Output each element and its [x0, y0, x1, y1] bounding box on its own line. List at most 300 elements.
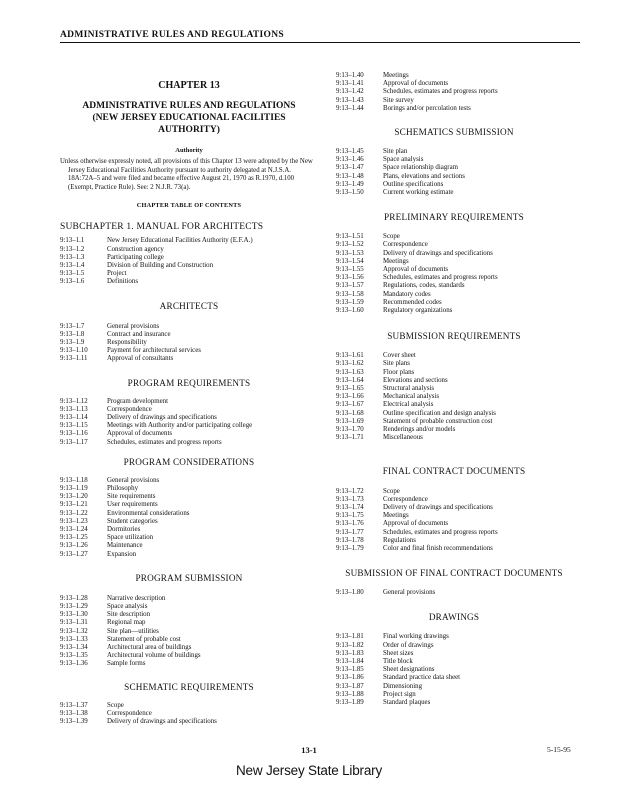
section-title: Outline specifications	[383, 180, 444, 188]
section-title: Mandatory codes	[383, 290, 431, 298]
toc-entry	[336, 88, 572, 96]
section-number: 9:13–1.47	[336, 164, 364, 172]
library-stamp: New Jersey State Library	[235, 763, 382, 778]
section-heading: SCHEMATIC REQUIREMENTS	[124, 681, 254, 692]
section-title: Approval of documents	[383, 80, 449, 88]
section-title: Meetings with Authority and/or participating college	[107, 422, 253, 430]
toc-entry	[336, 258, 572, 266]
toc-entry	[60, 323, 318, 331]
toc-entry	[60, 628, 318, 636]
subchapter-heading: SUBCHAPTER 1. MANUAL FOR ARCHITECTS	[60, 222, 264, 233]
section-heading: SUBMISSION OF FINAL CONTRACT DOCUMENTS	[345, 568, 563, 579]
chapter-title-line: AUTHORITY)	[158, 125, 220, 135]
section-number: 9:13–1.88	[336, 690, 364, 698]
toc-entry	[60, 501, 318, 509]
section-title: Electrical analysis	[383, 401, 434, 409]
toc-entry	[336, 496, 572, 504]
section-title: Environmental considerations	[107, 509, 190, 517]
section-title: Site description	[107, 611, 151, 619]
toc-entry	[60, 636, 318, 644]
section-title: General provisions	[107, 476, 160, 484]
section-number: 9:13–1.74	[336, 503, 364, 511]
section-title: Regional map	[107, 619, 146, 627]
section-title: Sheet sizes	[383, 649, 414, 657]
section-title: General provisions	[383, 589, 436, 597]
section-title: Miscellaneous	[383, 434, 423, 442]
section-title: Schedules, estimates and progress reports	[107, 438, 222, 446]
toc-list	[60, 323, 318, 364]
section-number: 9:13–1.66	[336, 393, 364, 401]
section-number: 9:13–1.81	[336, 633, 364, 641]
chapter-title	[60, 100, 318, 136]
section-number: 9:13–1.61	[336, 352, 364, 360]
section-title: Statement of probable construction cost	[383, 417, 493, 425]
section-title: Sample forms	[107, 660, 146, 668]
section-number: 9:13–1.73	[336, 495, 364, 503]
section-number: 9:13–1.83	[336, 649, 364, 657]
toc-entry	[60, 595, 318, 603]
section-title: Contract and insurance	[107, 330, 171, 338]
section-number: 9:13–1.35	[60, 652, 88, 660]
section-title: Meetings	[383, 257, 409, 265]
toc-entry	[60, 534, 318, 542]
toc-entry	[60, 718, 318, 726]
toc-entry	[60, 542, 318, 550]
section-number: 9:13–1.22	[60, 509, 88, 517]
toc-entry	[336, 189, 572, 197]
section-heading: PROGRAM CONSIDERATIONS	[123, 456, 255, 467]
section-number: 9:13–1.20	[60, 493, 88, 501]
section-title: Renderings and/or models	[383, 426, 456, 434]
section-number: 9:13–1.85	[336, 666, 364, 674]
section-number: 9:13–1.5	[60, 270, 85, 278]
section-number: 9:13–1.38	[60, 709, 88, 717]
section-number: 9:13–1.55	[336, 266, 364, 274]
chapter-title-line: (NEW JERSEY EDUCATIONAL FACILITIES	[92, 113, 286, 123]
toc-entry	[60, 414, 318, 422]
toc-entry	[60, 347, 318, 355]
section-number: 9:13–1.2	[60, 245, 85, 253]
section-number: 9:13–1.23	[60, 517, 88, 525]
toc-entry	[60, 493, 318, 501]
right-column	[336, 72, 572, 707]
left-sections	[60, 237, 318, 726]
toc-list	[336, 72, 572, 113]
authority-heading: Authority	[175, 147, 203, 154]
toc-entry	[336, 520, 572, 528]
toc-entry	[336, 512, 572, 520]
toc-entry	[60, 339, 318, 347]
toc-entry	[336, 148, 572, 156]
section-number: 9:13–1.34	[60, 644, 88, 652]
toc-entry	[336, 393, 572, 401]
section-title: Color and final finish recommendations	[383, 544, 493, 552]
section-number: 9:13–1.15	[60, 422, 88, 430]
section-number: 9:13–1.40	[336, 72, 364, 79]
section-number: 9:13–1.17	[60, 438, 88, 446]
toc-entry	[336, 650, 572, 658]
section-number: 9:13–1.67	[336, 401, 364, 409]
toc-entry	[336, 241, 572, 249]
section-title: Title block	[383, 657, 413, 665]
section-number: 9:13–1.32	[60, 627, 88, 635]
section-title: Elevations and sections	[383, 376, 448, 384]
toc-entry	[60, 702, 318, 710]
section-number: 9:13–1.58	[336, 290, 364, 298]
toc-entry	[336, 181, 572, 189]
toc-entry	[60, 439, 318, 447]
toc-list	[336, 589, 572, 597]
section-title: Outline specification and design analysis	[383, 409, 496, 417]
section-title: Regulations, codes, standards	[383, 282, 465, 290]
section-number: 9:13–1.8	[60, 330, 85, 338]
toc-entry	[336, 233, 572, 241]
toc-entry	[60, 278, 318, 286]
toc-entry	[336, 307, 572, 315]
section-number: 9:13–1.51	[336, 233, 364, 241]
section-number: 9:13–1.71	[336, 434, 364, 442]
toc-entry	[60, 644, 318, 652]
section-title: Site requirements	[107, 493, 156, 501]
section-title: Standard plaques	[383, 698, 431, 706]
section-title: Recommended codes	[383, 298, 442, 306]
toc-entry	[60, 710, 318, 718]
section-title: Schedules, estimates and progress reports	[383, 274, 498, 282]
section-number: 9:13–1.3	[60, 253, 85, 261]
section-number: 9:13–1.41	[336, 80, 364, 88]
section-title: Correspondence	[107, 709, 152, 717]
toc-entry	[60, 619, 318, 627]
toc-entry	[336, 266, 572, 274]
running-head: ADMINISTRATIVE RULES AND REGULATIONS	[60, 30, 580, 43]
section-title: Schedules, estimates and progress reports	[383, 88, 498, 96]
right-sections	[336, 72, 572, 707]
toc-entry	[60, 660, 318, 668]
toc-list	[336, 633, 572, 707]
toc-entry	[336, 666, 572, 674]
section-number: 9:13–1.89	[336, 698, 364, 706]
section-number: 9:13–1.46	[336, 156, 364, 164]
toc-list	[336, 352, 572, 442]
page-number: 13-1	[301, 745, 317, 755]
section-number: 9:13–1.78	[336, 536, 364, 544]
section-number: 9:13–1.27	[60, 550, 88, 558]
toc-entry	[336, 699, 572, 707]
toc-entry	[336, 642, 572, 650]
section-title: Division of Building and Construction	[107, 261, 214, 269]
toc-entry	[336, 377, 572, 385]
section-title: Statement of probable cost	[107, 635, 181, 643]
section-title: Scope	[107, 701, 124, 709]
toc-entry	[60, 254, 318, 262]
toc-entry	[336, 352, 572, 360]
section-number: 9:13–1.76	[336, 520, 364, 528]
toc-entry	[60, 611, 318, 619]
section-title: Plans, elevations and sections	[383, 172, 465, 180]
section-title: Delivery of drawings and specifications	[107, 414, 217, 422]
section-number: 9:13–1.43	[336, 96, 364, 104]
section-title: Architectural area of buildings	[107, 644, 192, 652]
toc-entry	[60, 331, 318, 339]
authority-text: Unless otherwise expressly noted, all provisions of this Chapter 13 were adopted by the New Jersey Educational Facilities Authority pursuant to authority delegated at N.J.S.A. 18A:72A–5 and were filed and became effective August 21, 1970 as R.1970, d.100 (Exempt, Practice Rule). See: 2 N.J.R. 73(a).	[60, 158, 313, 191]
section-number: 9:13–1.64	[336, 376, 364, 384]
toc-entry	[336, 274, 572, 282]
toc-entry	[336, 589, 572, 597]
toc-entry	[60, 246, 318, 254]
section-number: 9:13–1.53	[336, 249, 364, 257]
section-number: 9:13–1.33	[60, 635, 88, 643]
chapter-number: CHAPTER 13	[158, 80, 220, 91]
toc-entry	[336, 291, 572, 299]
section-number: 9:13–1.60	[336, 307, 364, 315]
section-number: 9:13–1.82	[336, 641, 364, 649]
toc-entry	[60, 510, 318, 518]
section-title: Delivery of drawings and specifications	[383, 249, 493, 257]
section-title: Construction agency	[107, 245, 164, 253]
section-number: 9:13–1.57	[336, 282, 364, 290]
toc-entry	[336, 691, 572, 699]
section-number: 9:13–1.63	[336, 368, 364, 376]
section-number: 9:13–1.49	[336, 180, 364, 188]
toc-entry	[336, 97, 572, 105]
section-title: Order of drawings	[383, 641, 434, 649]
toc-list	[336, 488, 572, 554]
section-number: 9:13–1.87	[336, 682, 364, 690]
section-title: Correspondence	[383, 241, 428, 249]
toc-list	[60, 702, 318, 727]
section-title: Delivery of drawings and specifications	[107, 718, 217, 726]
section-number: 9:13–1.13	[60, 405, 88, 413]
section-number: 9:13–1.16	[60, 430, 88, 438]
section-number: 9:13–1.28	[60, 594, 88, 602]
section-title: Borings and/or percolation tests	[383, 104, 471, 112]
section-heading: SUBMISSION REQUIREMENTS	[387, 331, 521, 342]
section-number: 9:13–1.39	[60, 718, 88, 726]
toc-entry	[336, 299, 572, 307]
toc-entry	[60, 355, 318, 363]
section-title: User requirements	[107, 501, 158, 509]
section-number: 9:13–1.42	[336, 88, 364, 96]
toc-entry	[336, 658, 572, 666]
section-title: Space utilization	[107, 534, 154, 542]
section-heading: FINAL CONTRACT DOCUMENTS	[382, 465, 526, 476]
section-title: Mechanical analysis	[383, 393, 440, 401]
section-title: Structural analysis	[383, 385, 435, 393]
section-number: 9:13–1.6	[60, 278, 85, 286]
toc-entry	[336, 683, 572, 691]
section-title: Site plan	[383, 148, 408, 156]
toc-list	[60, 477, 318, 559]
toc-entry	[336, 105, 572, 113]
toc-entry	[60, 526, 318, 534]
toc-entry	[60, 485, 318, 493]
toc-list	[60, 595, 318, 669]
section-title: General provisions	[107, 322, 160, 330]
section-number: 9:13–1.70	[336, 426, 364, 434]
section-title: Dimensioning	[383, 682, 423, 690]
toc-list	[60, 237, 318, 286]
section-number: 9:13–1.19	[60, 485, 88, 493]
toc-list	[336, 148, 572, 197]
section-title: Definitions	[107, 278, 139, 286]
toc-entry	[336, 410, 572, 418]
section-title: Site plans	[383, 360, 410, 368]
section-title: Expansion	[107, 550, 137, 558]
toc-entry	[60, 237, 318, 245]
section-number: 9:13–1.37	[60, 701, 88, 709]
section-title: Student categories	[107, 517, 158, 525]
section-number: 9:13–1.29	[60, 603, 88, 611]
toc-entry	[60, 430, 318, 438]
toc-entry	[336, 545, 572, 553]
toc-entry	[336, 80, 572, 88]
section-heading: ARCHITECTS	[159, 300, 219, 311]
section-number: 9:13–1.68	[336, 409, 364, 417]
section-heading: SCHEMATICS SUBMISSION	[394, 127, 514, 138]
toc-entry	[336, 164, 572, 172]
toc-entry	[60, 652, 318, 660]
toc-entry	[336, 418, 572, 426]
section-number: 9:13–1.75	[336, 512, 364, 520]
section-title: Responsibility	[107, 339, 147, 346]
section-title: Correspondence	[383, 495, 428, 503]
toc-entry	[336, 282, 572, 290]
toc-title: CHAPTER TABLE OF CONTENTS	[136, 202, 242, 210]
section-title: Architectural volume of buildings	[107, 652, 201, 660]
section-number: 9:13–1.24	[60, 526, 88, 534]
section-number: 9:13–1.77	[336, 528, 364, 536]
section-number: 9:13–1.48	[336, 172, 364, 180]
toc-entry	[60, 603, 318, 611]
section-number: 9:13–1.50	[336, 189, 364, 197]
section-number: 9:13–1.7	[60, 322, 85, 330]
left-column	[60, 72, 318, 726]
section-title: Meetings	[383, 72, 409, 79]
toc-entry	[336, 537, 572, 545]
toc-entry	[336, 426, 572, 434]
section-title: Standard practice data sheet	[383, 674, 461, 682]
section-title: Philosophy	[107, 485, 139, 493]
toc-entry	[60, 518, 318, 526]
toc-list	[336, 233, 572, 315]
section-number: 9:13–1.65	[336, 385, 364, 393]
section-number: 9:13–1.69	[336, 417, 364, 425]
section-number: 9:13–1.18	[60, 476, 88, 484]
toc-entry	[336, 488, 572, 496]
section-title: Regulations	[383, 536, 416, 544]
toc-entry	[336, 360, 572, 368]
section-title: Approval of documents	[107, 430, 173, 438]
section-number: 9:13–1.10	[60, 347, 88, 355]
toc-entry	[336, 633, 572, 641]
toc-entry	[60, 270, 318, 278]
toc-entry	[336, 385, 572, 393]
section-number: 9:13–1.52	[336, 241, 364, 249]
toc-entry	[336, 434, 572, 442]
section-title: Floor plans	[383, 368, 415, 376]
section-number: 9:13–1.30	[60, 611, 88, 619]
section-title: Final working drawings	[383, 633, 449, 641]
section-title: Site survey	[383, 96, 414, 104]
section-title: Approval of documents	[383, 266, 449, 274]
section-title: Program development	[107, 397, 169, 405]
section-title: Current working estimate	[383, 189, 454, 197]
section-number: 9:13–1.62	[336, 360, 364, 368]
section-number: 9:13–1.56	[336, 274, 364, 282]
toc-entry	[336, 156, 572, 164]
toc-list	[60, 398, 318, 447]
section-title: Meetings	[383, 512, 409, 520]
toc-entry	[336, 250, 572, 258]
section-number: 9:13–1.72	[336, 487, 364, 495]
section-title: Project sign	[383, 690, 416, 698]
toc-entry	[60, 422, 318, 430]
section-number: 9:13–1.31	[60, 619, 88, 627]
toc-entry	[336, 401, 572, 409]
section-title: Space analysis	[383, 156, 424, 164]
section-number: 9:13–1.86	[336, 674, 364, 682]
toc-entry	[60, 551, 318, 559]
section-title: Approval of documents	[383, 520, 449, 528]
section-number: 9:13–1.9	[60, 339, 85, 346]
section-number: 9:13–1.11	[60, 355, 88, 363]
section-title: Participating college	[107, 253, 164, 261]
section-title: Correspondence	[107, 405, 152, 413]
section-number: 9:13–1.59	[336, 298, 364, 306]
revision-date: 5-15-95	[547, 745, 571, 754]
section-title: Space relationship diagram	[383, 164, 459, 172]
section-title: New Jersey Educational Facilities Authority (E.F.A.)	[107, 237, 253, 245]
section-title: Scope	[383, 233, 400, 241]
toc-entry	[60, 477, 318, 485]
toc-entry	[336, 674, 572, 682]
section-number: 9:13–1.79	[336, 544, 364, 552]
toc-entry	[336, 504, 572, 512]
section-title: Payment for architectural services	[107, 347, 201, 355]
section-title: Regulatory organizations	[383, 307, 453, 315]
toc-entry	[336, 529, 572, 537]
section-title: Cover sheet	[383, 352, 416, 360]
section-title: Maintenance	[107, 542, 143, 550]
section-number: 9:13–1.21	[60, 501, 88, 509]
section-title: Space analysis	[107, 603, 148, 611]
toc-entry	[336, 173, 572, 181]
section-heading: PROGRAM REQUIREMENTS	[127, 377, 251, 388]
section-title: Sheet designations	[383, 666, 435, 674]
section-title: Schedules, estimates and progress reports	[383, 528, 498, 536]
section-number: 9:13–1.84	[336, 657, 364, 665]
section-heading: PRELIMINARY REQUIREMENTS	[384, 212, 524, 223]
section-title: Delivery of drawings and specifications	[383, 503, 493, 511]
section-title: Approval of consultants	[107, 355, 174, 363]
section-title: Project	[107, 270, 127, 278]
section-title: Narrative description	[107, 594, 166, 602]
section-number: 9:13–1.1	[60, 237, 85, 245]
section-number: 9:13–1.36	[60, 660, 88, 668]
section-title: Dormitories	[107, 526, 141, 534]
chapter-title-line: ADMINISTRATIVE RULES AND REGULATIONS	[82, 101, 296, 111]
toc-entry	[60, 398, 318, 406]
section-number: 9:13–1.25	[60, 534, 88, 542]
section-heading: DRAWINGS	[428, 612, 480, 623]
toc-entry	[60, 406, 318, 414]
section-number: 9:13–1.54	[336, 257, 364, 265]
section-number: 9:13–1.4	[60, 261, 85, 269]
section-title: Site plan—utilities	[107, 627, 159, 635]
section-number: 9:13–1.44	[336, 104, 364, 112]
section-number: 9:13–1.12	[60, 397, 88, 405]
section-number: 9:13–1.26	[60, 542, 88, 550]
